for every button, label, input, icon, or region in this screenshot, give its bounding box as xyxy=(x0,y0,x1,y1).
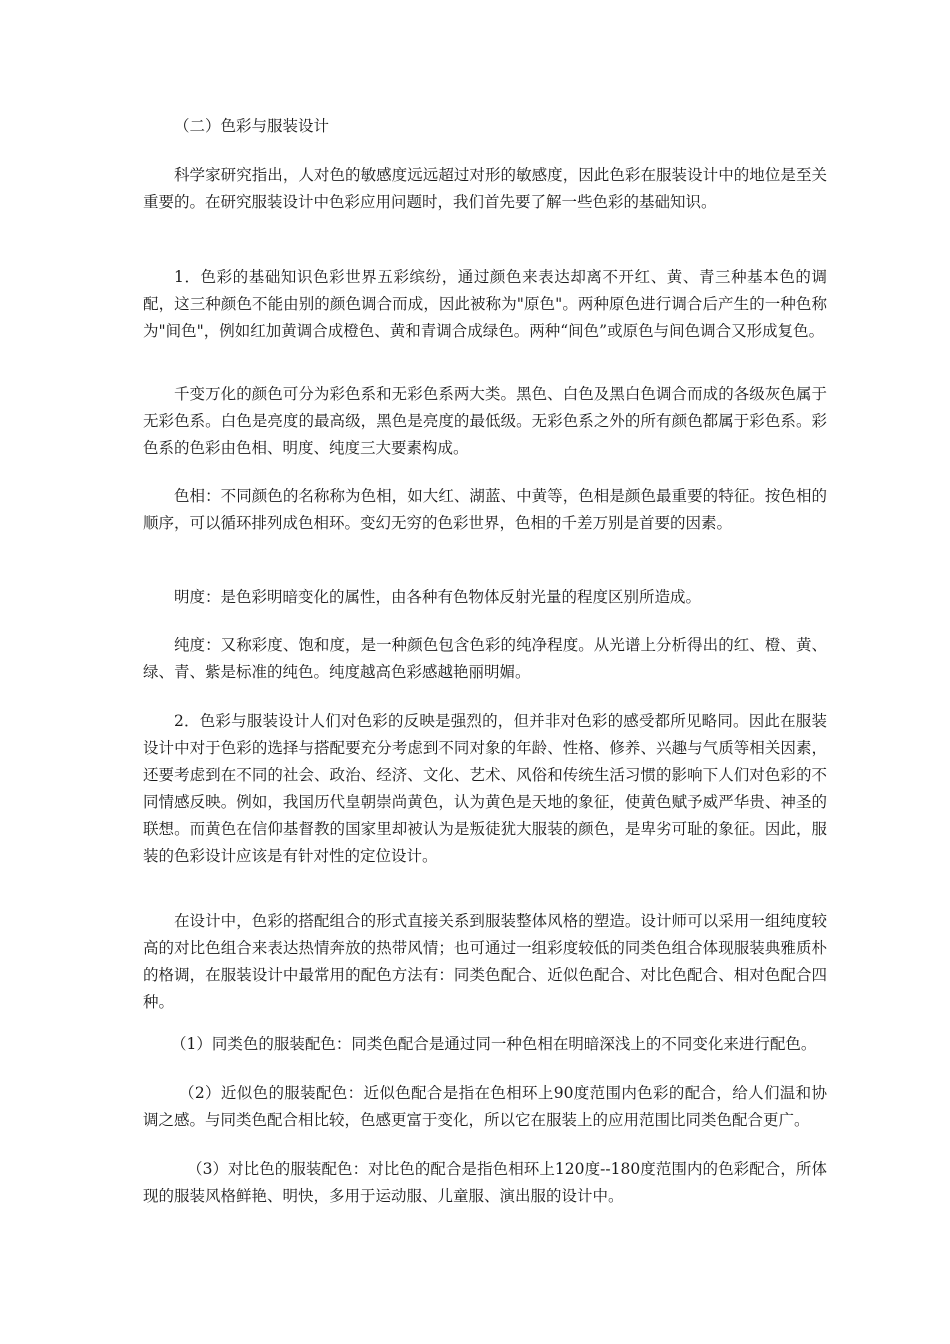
paragraph-brightness: 明度：是色彩明暗变化的属性，由各种有色物体反射光量的程度区别所造成。 xyxy=(174,588,702,606)
paragraph-color-combination: 在设计中，色彩的搭配组合的形式直接关系到服装整体风格的塑造。设计师可以采用一组纯度较高的对比色组合来表达热情奔放的热带风情；也可通过一组彩度较低的同类色组合体现服装典雅质朴的格调，在服装设计中最常用的配色方法有：同类色配合、近似色配合、对比色配合、相对色配合四种。 xyxy=(143,912,827,1011)
paragraph-color-systems: 千变万化的颜色可分为彩色系和无彩色系两大类。黑色、白色及黑白色调合而成的各级灰色属于无彩色系。白色是亮度的最高级，黑色是亮度的最低级。无彩色系之外的所有颜色都属于彩色系。彩色系的色彩由色相、明度、纯度三大要素构成。 xyxy=(143,385,827,457)
list-item-3: （3）对比色的服装配色：对比色的配合是指色相环上120度--180度范围内的色彩配合，所体现的服装风格鲜艳、明快，多用于运动服、儿童服、演出服的设计中。 xyxy=(143,1160,827,1205)
paragraph-hue: 色相：不同颜色的名称称为色相，如大红、湖蓝、中黄等，色相是颜色最重要的特征。按色相的顺序，可以循环排列成色相环。变幻无穷的色彩世界，色相的千差万别是首要的因素。 xyxy=(143,487,827,532)
section-heading: （二）色彩与服装设计 xyxy=(174,117,330,135)
paragraph-saturation: 纯度：又称彩度、饱和度，是一种颜色包含色彩的纯净程度。从光谱上分析得出的红、橙、黄、绿、青、紫是标准的纯色。纯度越高色彩感越艳丽明媚。 xyxy=(143,636,827,681)
list-item-2: （2）近似色的服装配色：近似色配合是指在色相环上90度范围内色彩的配合，给人们温和协调之感。与同类色配合相比较，色感更富于变化，所以它在服装上的应用范围比同类色配合更广。 xyxy=(143,1084,827,1129)
paragraph-intro: 科学家研究指出，人对色的敏感度远远超过对形的敏感度，因此色彩在服装设计中的地位是至关重要的。在研究服装设计中色彩应用问题时，我们首先要了解一些色彩的基础知识。 xyxy=(143,166,827,211)
paragraph-color-basics: 1．色彩的基础知识色彩世界五彩缤纷，通过颜色来表达却离不开红、黄、青三种基本色的调配，这三种颜色不能由别的颜色调合而成，因此被称为"原色"。两种原色进行调合后产生的一种色称为"间色"，例如红加黄调合成橙色、黄和青调合成绿色。两种“间色”或原色与间色调合又形成复色。 xyxy=(143,268,827,340)
list-item-1: （1）同类色的服装配色：同类色配合是通过同一种色相在明暗深浅上的不同变化来进行配色。 xyxy=(171,1035,817,1053)
paragraph-color-and-fashion: 2．色彩与服装设计人们对色彩的反映是强烈的，但并非对色彩的感受都所见略同。因此在服装设计中对于色彩的选择与搭配要充分考虑到不同对象的年龄、性格、修养、兴趣与气质等相关因素，还要考虑到在不同的社会、政治、经济、文化、艺术、风俗和传统生活习惯的影响下人们对色彩的不同情感反映。例如，我国历代皇朝崇尚黄色，认为黄色是天地的象征，使黄色赋予威严华贵、神圣的联想。而黄色在信仰基督教的国家里却被认为是叛徒犹大服装的颜色，是卑劣可耻的象征。因此，服装的色彩设计应该是有针对性的定位设计。 xyxy=(143,712,827,865)
